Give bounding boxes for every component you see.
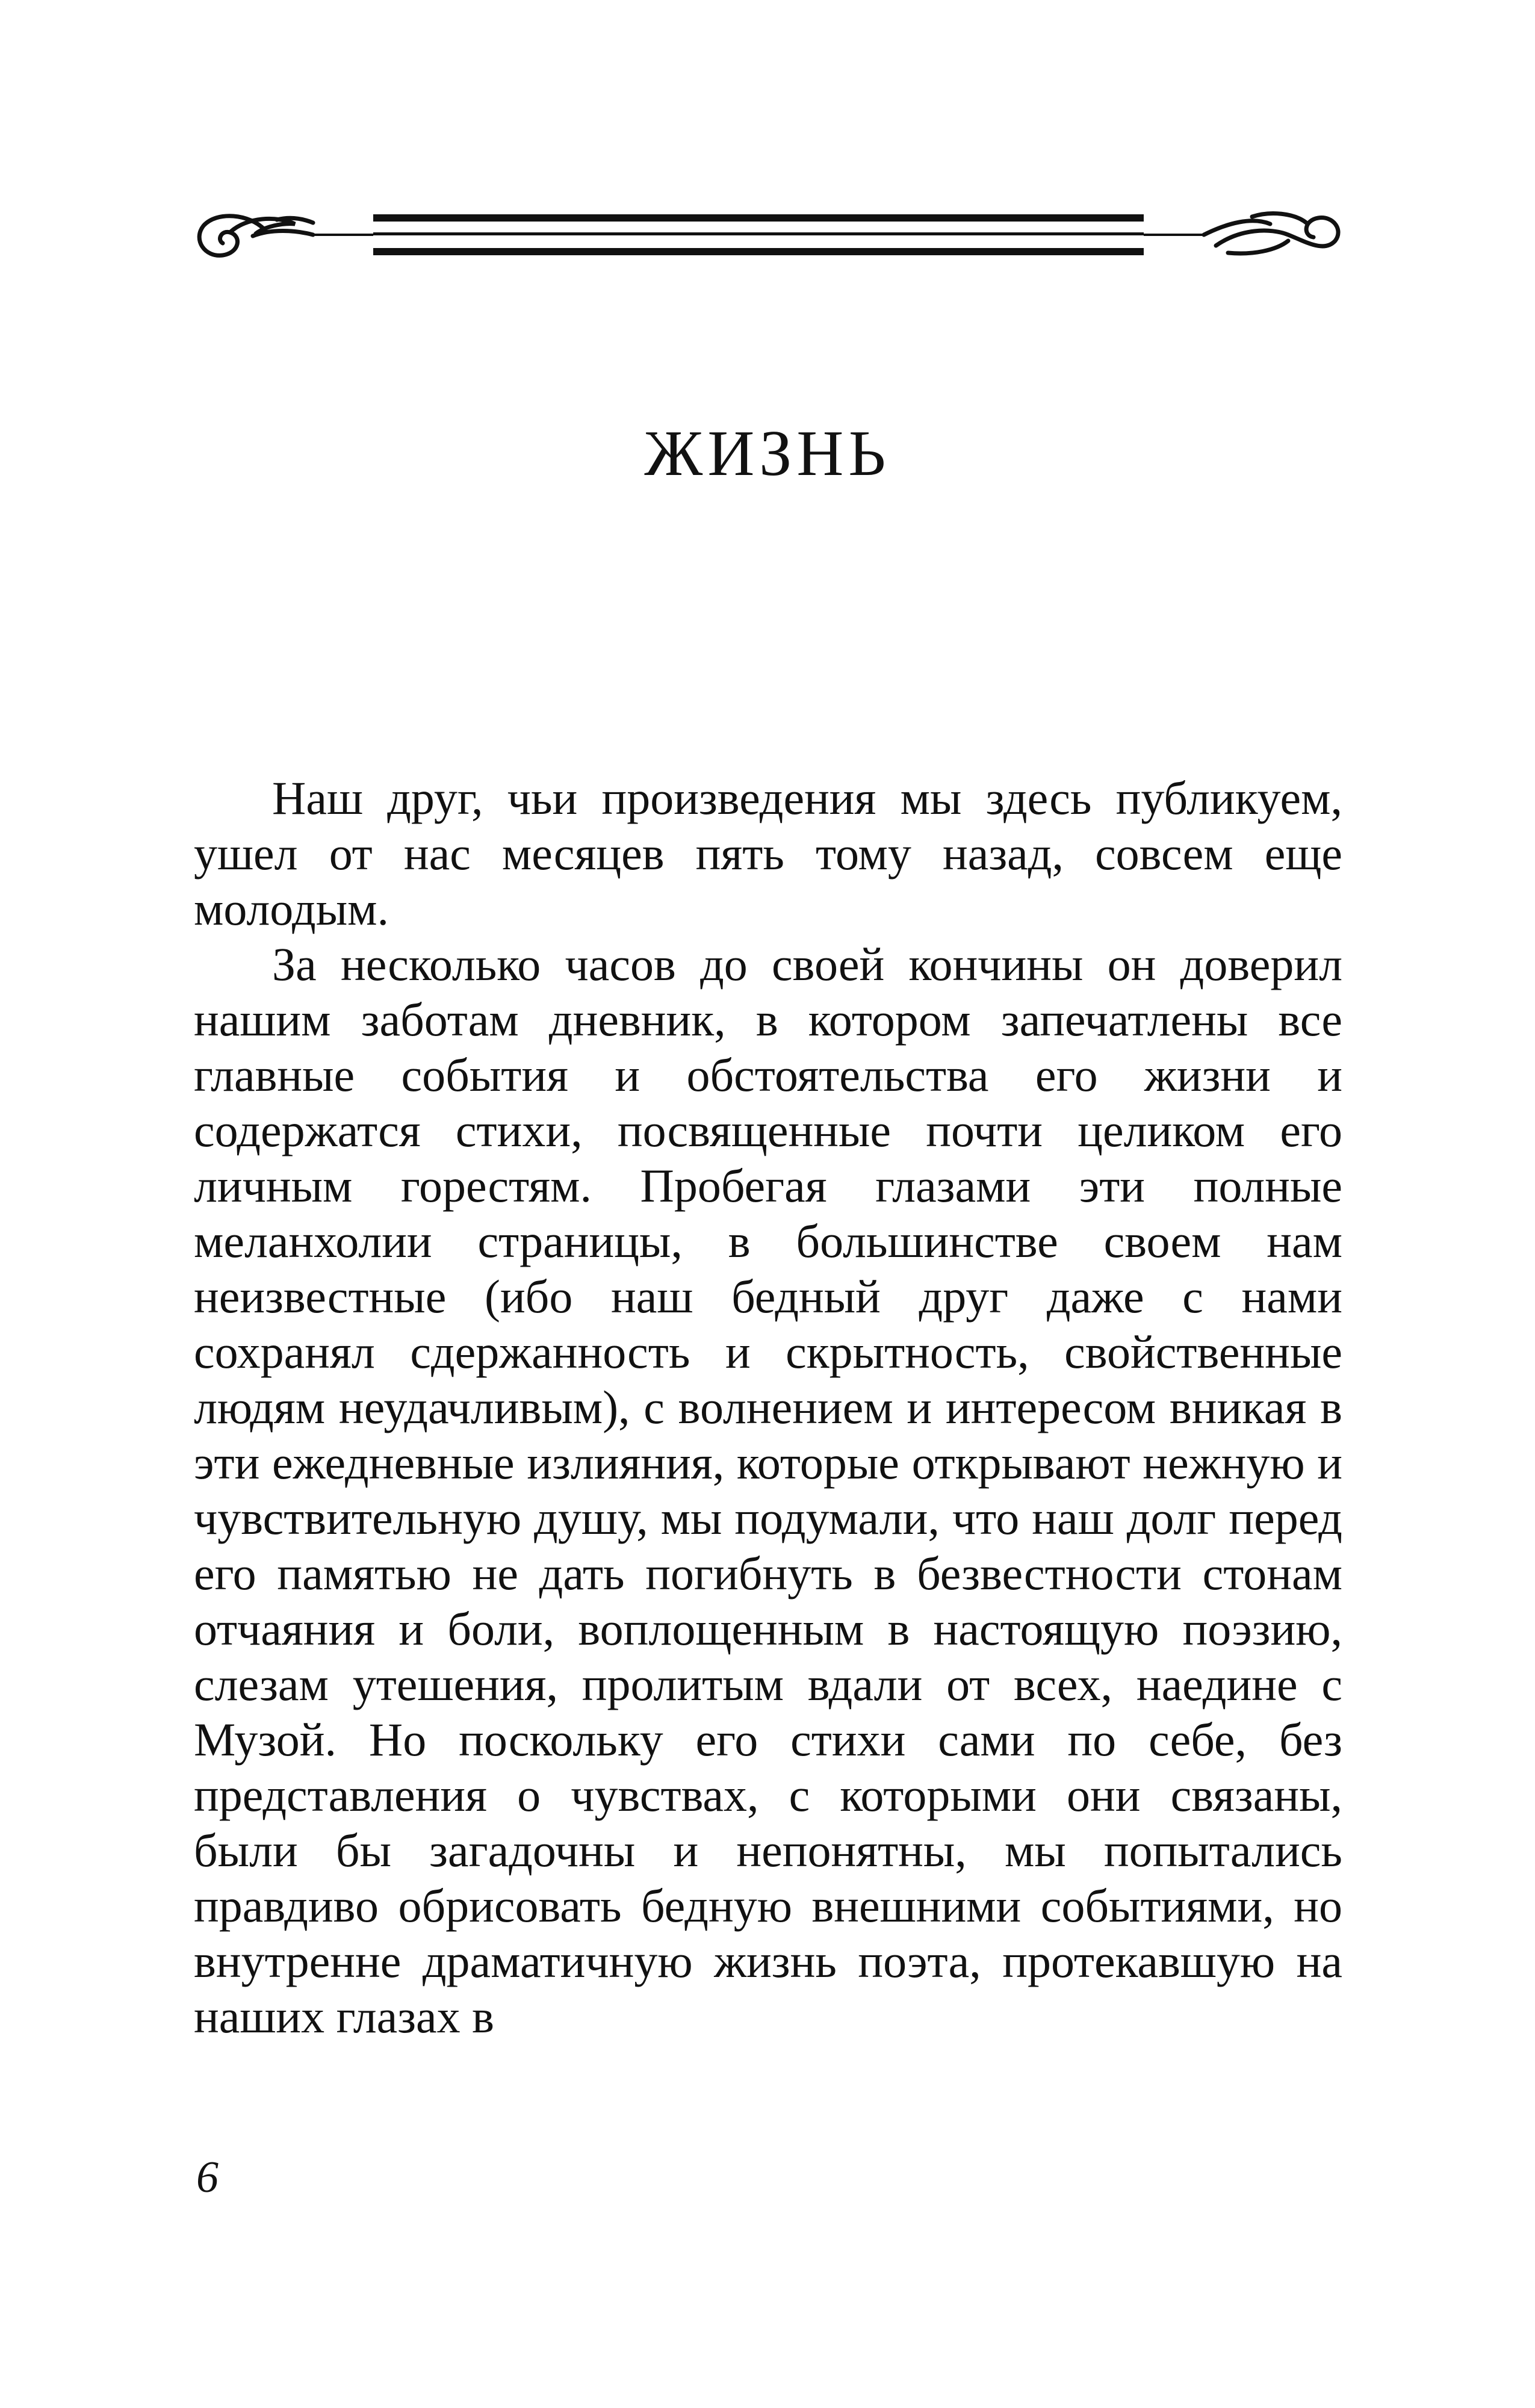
- page-number: 6: [196, 2153, 219, 2202]
- body-text: [194, 771, 1342, 2044]
- header-ornament-icon: [193, 193, 1342, 271]
- paragraph-2: За несколько часов до своей кончины он доверил нашим заботам дневник, в котором запечатлены все главные события и обстоятельства его жизни и содержатся стихи, посвященные почти целиком его личным горестям. Пробегая глазами эти полные меланхолии страницы, в большинстве своем нам неизвестные (ибо наш бедный друг даже с нами сохранял сдержанность и скрытность, свойственные людям неудачливым), с волнением и интересом вникая в эти ежедневные излияния, которые открывают нежную и чувствительную душу, мы подумали, что наш долг перед его памятью не дать погибнуть в безвестности стонам отчаяния и боли, воплощенным в настоящую поэзию, слезам утешения, пролитым вдали от всех, наедине с Музой. Но поскольку его стихи сами по себе, без представления о чувствах, с которыми они связаны, были бы загадочны и непонятны, мы попытались правдиво обрисовать бедную внешними событиями, но внутренне драматичную жизнь поэта, протекавшую на наших глазах в: [194, 938, 1342, 2043]
- paragraph-1: Наш друг, чьи произведения мы здесь публикуем, ушел от нас месяцев пять тому назад, совсем еще молодым.: [194, 772, 1342, 935]
- chapter-title: ЖИЗНЬ: [644, 418, 891, 489]
